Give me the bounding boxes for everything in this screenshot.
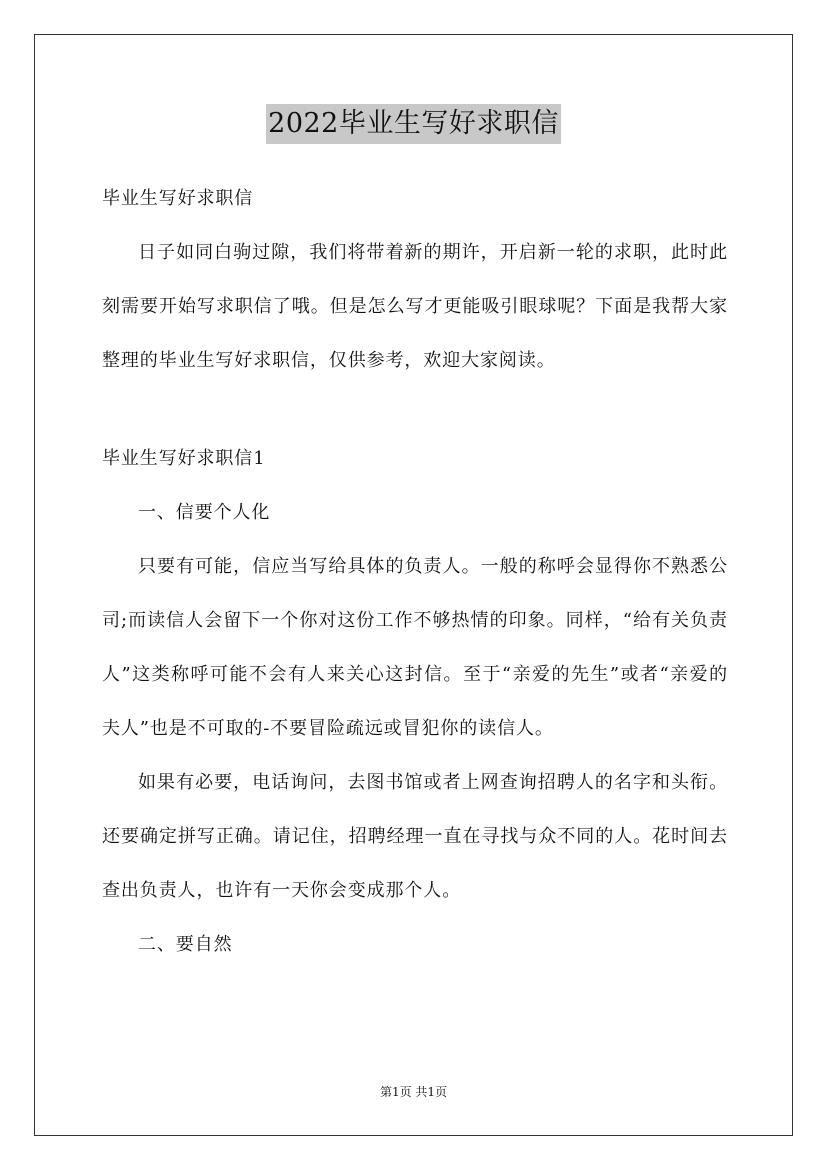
- subheading-personalize: 一、信要个人化: [138, 502, 271, 523]
- section-spacer: [102, 388, 728, 432]
- body-paragraph: 如果有必要，电话询问，去图书馆或者上网查询招聘人的名字和头衔。还要确定拼写正确。请记住，招聘经理一直在寻找与众不同的人。花时间去查出负责人，也许有一天你会变成那个人。: [102, 772, 728, 901]
- section-heading: 毕业生写好求职信1: [102, 448, 266, 469]
- intro-paragraph: 日子如同白驹过隙，我们将带着新的期许，开启新一轮的求职，此时此刻需要开始写求职信了哦。但是怎么写才更能吸引眼球呢？下面是我帮大家整理的毕业生写好求职信，仅供参考，欢迎大家阅读。: [102, 242, 728, 371]
- document-body: [102, 172, 728, 972]
- document-title: [0, 102, 827, 144]
- intro-heading: 毕业生写好求职信: [102, 188, 254, 209]
- subheading-natural: 二、要自然: [138, 934, 233, 955]
- page-footer: 第1页 共1页: [379, 1085, 448, 1099]
- body-paragraph: 只要有可能，信应当写给具体的负责人。一般的称呼会显得你不熟悉公司;而读信人会留下一个你对这份工作不够热情的印象。同样，“给有关负责人”这类称呼可能不会有人来关心这封信。至于“亲爱的先生”或者“亲爱的夫人”也是不可取的-不要冒险疏远或冒犯你的读信人。: [102, 556, 728, 739]
- document-title-text: 2022毕业生写好求职信: [266, 104, 561, 144]
